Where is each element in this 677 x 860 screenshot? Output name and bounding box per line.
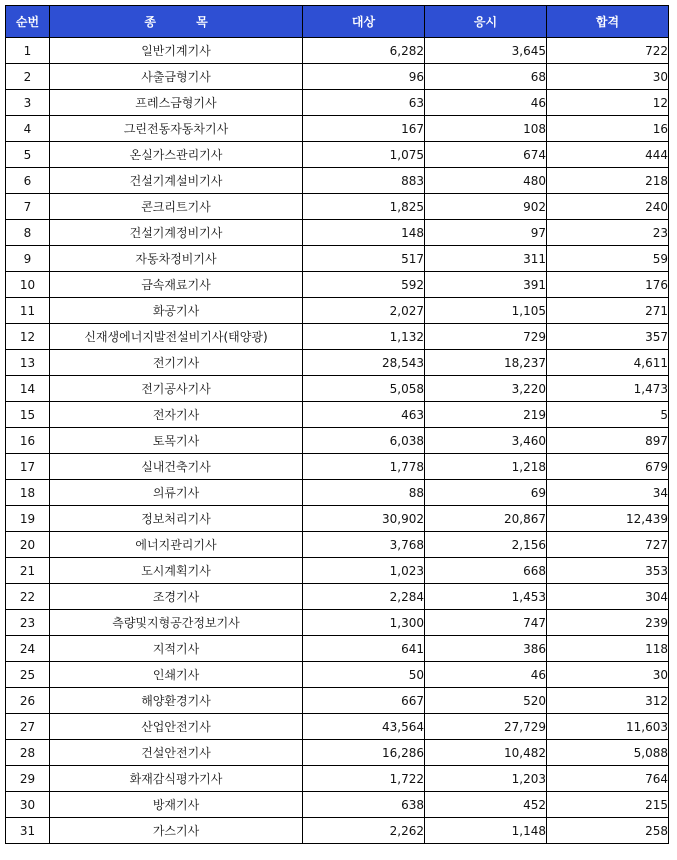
cell-target: 638: [303, 792, 425, 818]
cell-passed: 312: [547, 688, 669, 714]
cell-no: 9: [6, 246, 50, 272]
cell-name: 조경기사: [50, 584, 303, 610]
cell-no: 10: [6, 272, 50, 298]
cell-target: 148: [303, 220, 425, 246]
cell-passed: 12: [547, 90, 669, 116]
cell-no: 28: [6, 740, 50, 766]
cell-name: 인쇄기사: [50, 662, 303, 688]
cell-name: 정보처리기사: [50, 506, 303, 532]
cell-name: 토목기사: [50, 428, 303, 454]
table-row: [6, 64, 669, 90]
cell-no: 11: [6, 298, 50, 324]
cell-target: 883: [303, 168, 425, 194]
cell-applied: 1,218: [425, 454, 547, 480]
cell-passed: 34: [547, 480, 669, 506]
table-body: [6, 38, 669, 844]
cell-applied: 68: [425, 64, 547, 90]
cell-target: 167: [303, 116, 425, 142]
cell-applied: 747: [425, 610, 547, 636]
cell-target: 50: [303, 662, 425, 688]
table-row: [6, 376, 669, 402]
cell-passed: 353: [547, 558, 669, 584]
cell-name: 전기기사: [50, 350, 303, 376]
table-row: [6, 584, 669, 610]
cell-target: 517: [303, 246, 425, 272]
cell-no: 24: [6, 636, 50, 662]
cell-applied: 2,156: [425, 532, 547, 558]
table-row: [6, 324, 669, 350]
table-row: [6, 818, 669, 844]
cell-passed: 16: [547, 116, 669, 142]
table-row: [6, 298, 669, 324]
cell-name: 일반기계기사: [50, 38, 303, 64]
cell-applied: 729: [425, 324, 547, 350]
cell-no: 20: [6, 532, 50, 558]
cell-target: 1,023: [303, 558, 425, 584]
cell-applied: 1,148: [425, 818, 547, 844]
table-row: [6, 740, 669, 766]
cell-target: 3,768: [303, 532, 425, 558]
cell-applied: 1,203: [425, 766, 547, 792]
cell-passed: 258: [547, 818, 669, 844]
cell-passed: 897: [547, 428, 669, 454]
cell-name: 실내건축기사: [50, 454, 303, 480]
cell-no: 6: [6, 168, 50, 194]
cell-name: 전자기사: [50, 402, 303, 428]
results-table-container: [5, 5, 669, 844]
cell-no: 26: [6, 688, 50, 714]
cell-passed: 727: [547, 532, 669, 558]
cell-no: 31: [6, 818, 50, 844]
cell-passed: 764: [547, 766, 669, 792]
cell-passed: 4,611: [547, 350, 669, 376]
cell-passed: 218: [547, 168, 669, 194]
cell-no: 2: [6, 64, 50, 90]
cell-no: 4: [6, 116, 50, 142]
table-row: [6, 766, 669, 792]
cell-name: 건설안전기사: [50, 740, 303, 766]
cell-passed: 271: [547, 298, 669, 324]
header-name-label: 종 목: [144, 15, 226, 29]
cell-applied: 452: [425, 792, 547, 818]
cell-name: 화재감식평가기사: [50, 766, 303, 792]
cell-name: 지적기사: [50, 636, 303, 662]
cell-applied: 219: [425, 402, 547, 428]
table-row: [6, 662, 669, 688]
table-row: [6, 714, 669, 740]
table-row: [6, 220, 669, 246]
cell-passed: 30: [547, 64, 669, 90]
cell-name: 그린전동자동차기사: [50, 116, 303, 142]
cell-target: 1,132: [303, 324, 425, 350]
cell-name: 콘크리트기사: [50, 194, 303, 220]
cell-passed: 679: [547, 454, 669, 480]
cell-target: 463: [303, 402, 425, 428]
table-row: [6, 610, 669, 636]
table-row: [6, 246, 669, 272]
cell-no: 8: [6, 220, 50, 246]
cell-target: 5,058: [303, 376, 425, 402]
table-row: [6, 90, 669, 116]
cell-name: 산업안전기사: [50, 714, 303, 740]
cell-passed: 30: [547, 662, 669, 688]
cell-passed: 59: [547, 246, 669, 272]
cell-applied: 69: [425, 480, 547, 506]
cell-target: 88: [303, 480, 425, 506]
cell-target: 1,778: [303, 454, 425, 480]
table-row: [6, 792, 669, 818]
cell-name: 측량및지형공간정보기사: [50, 610, 303, 636]
cell-passed: 444: [547, 142, 669, 168]
results-table: [5, 5, 669, 844]
cell-name: 사출금형기사: [50, 64, 303, 90]
cell-applied: 902: [425, 194, 547, 220]
cell-passed: 240: [547, 194, 669, 220]
cell-applied: 3,220: [425, 376, 547, 402]
cell-passed: 176: [547, 272, 669, 298]
cell-no: 16: [6, 428, 50, 454]
cell-no: 27: [6, 714, 50, 740]
cell-name: 전기공사기사: [50, 376, 303, 402]
table-row: [6, 402, 669, 428]
cell-applied: 97: [425, 220, 547, 246]
table-row: [6, 636, 669, 662]
cell-no: 5: [6, 142, 50, 168]
cell-passed: 5: [547, 402, 669, 428]
cell-applied: 20,867: [425, 506, 547, 532]
header-passed: 합격: [547, 6, 669, 38]
table-row: [6, 506, 669, 532]
cell-no: 1: [6, 38, 50, 64]
cell-target: 1,300: [303, 610, 425, 636]
cell-target: 2,284: [303, 584, 425, 610]
cell-no: 7: [6, 194, 50, 220]
cell-target: 43,564: [303, 714, 425, 740]
cell-target: 2,262: [303, 818, 425, 844]
header-no: 순번: [6, 6, 50, 38]
cell-applied: 46: [425, 90, 547, 116]
cell-target: 96: [303, 64, 425, 90]
cell-target: 592: [303, 272, 425, 298]
header-target: 대상: [303, 6, 425, 38]
cell-target: 1,075: [303, 142, 425, 168]
cell-no: 18: [6, 480, 50, 506]
table-row: [6, 454, 669, 480]
cell-applied: 10,482: [425, 740, 547, 766]
table-row: [6, 116, 669, 142]
cell-name: 자동차정비기사: [50, 246, 303, 272]
cell-target: 1,825: [303, 194, 425, 220]
cell-no: 17: [6, 454, 50, 480]
cell-applied: 3,645: [425, 38, 547, 64]
cell-target: 30,902: [303, 506, 425, 532]
cell-name: 해양환경기사: [50, 688, 303, 714]
cell-no: 13: [6, 350, 50, 376]
cell-no: 30: [6, 792, 50, 818]
cell-target: 16,286: [303, 740, 425, 766]
cell-applied: 1,453: [425, 584, 547, 610]
cell-name: 가스기사: [50, 818, 303, 844]
header-name: [50, 6, 303, 38]
cell-applied: 480: [425, 168, 547, 194]
cell-target: 63: [303, 90, 425, 116]
cell-applied: 520: [425, 688, 547, 714]
cell-name: 건설기계정비기사: [50, 220, 303, 246]
table-row: [6, 194, 669, 220]
cell-applied: 27,729: [425, 714, 547, 740]
table-row: [6, 688, 669, 714]
cell-passed: 5,088: [547, 740, 669, 766]
cell-passed: 23: [547, 220, 669, 246]
cell-applied: 386: [425, 636, 547, 662]
table-row: [6, 428, 669, 454]
cell-target: 667: [303, 688, 425, 714]
cell-target: 6,038: [303, 428, 425, 454]
cell-no: 21: [6, 558, 50, 584]
cell-no: 29: [6, 766, 50, 792]
cell-target: 641: [303, 636, 425, 662]
cell-applied: 674: [425, 142, 547, 168]
table-row: [6, 38, 669, 64]
table-row: [6, 558, 669, 584]
table-row: [6, 532, 669, 558]
cell-no: 14: [6, 376, 50, 402]
cell-applied: 391: [425, 272, 547, 298]
cell-target: 28,543: [303, 350, 425, 376]
table-row: [6, 142, 669, 168]
header-row: [6, 6, 669, 38]
cell-passed: 722: [547, 38, 669, 64]
cell-applied: 46: [425, 662, 547, 688]
cell-name: 신재생에너지발전설비기사(태양광): [50, 324, 303, 350]
cell-name: 온실가스관리기사: [50, 142, 303, 168]
cell-applied: 668: [425, 558, 547, 584]
cell-no: 12: [6, 324, 50, 350]
header-applied: 응시: [425, 6, 547, 38]
cell-passed: 118: [547, 636, 669, 662]
cell-target: 6,282: [303, 38, 425, 64]
cell-name: 화공기사: [50, 298, 303, 324]
cell-target: 2,027: [303, 298, 425, 324]
cell-passed: 215: [547, 792, 669, 818]
cell-applied: 1,105: [425, 298, 547, 324]
cell-applied: 108: [425, 116, 547, 142]
cell-no: 22: [6, 584, 50, 610]
table-header: [6, 6, 669, 38]
cell-name: 도시계획기사: [50, 558, 303, 584]
cell-applied: 311: [425, 246, 547, 272]
cell-name: 방재기사: [50, 792, 303, 818]
cell-no: 15: [6, 402, 50, 428]
cell-name: 건설기계설비기사: [50, 168, 303, 194]
table-row: [6, 272, 669, 298]
cell-passed: 239: [547, 610, 669, 636]
cell-name: 금속재료기사: [50, 272, 303, 298]
cell-no: 23: [6, 610, 50, 636]
cell-passed: 1,473: [547, 376, 669, 402]
cell-no: 3: [6, 90, 50, 116]
cell-no: 19: [6, 506, 50, 532]
cell-name: 프레스금형기사: [50, 90, 303, 116]
cell-target: 1,722: [303, 766, 425, 792]
cell-no: 25: [6, 662, 50, 688]
table-row: [6, 350, 669, 376]
cell-name: 의류기사: [50, 480, 303, 506]
cell-passed: 12,439: [547, 506, 669, 532]
table-row: [6, 480, 669, 506]
cell-passed: 357: [547, 324, 669, 350]
cell-name: 에너지관리기사: [50, 532, 303, 558]
cell-passed: 304: [547, 584, 669, 610]
cell-applied: 3,460: [425, 428, 547, 454]
cell-passed: 11,603: [547, 714, 669, 740]
table-row: [6, 168, 669, 194]
cell-applied: 18,237: [425, 350, 547, 376]
